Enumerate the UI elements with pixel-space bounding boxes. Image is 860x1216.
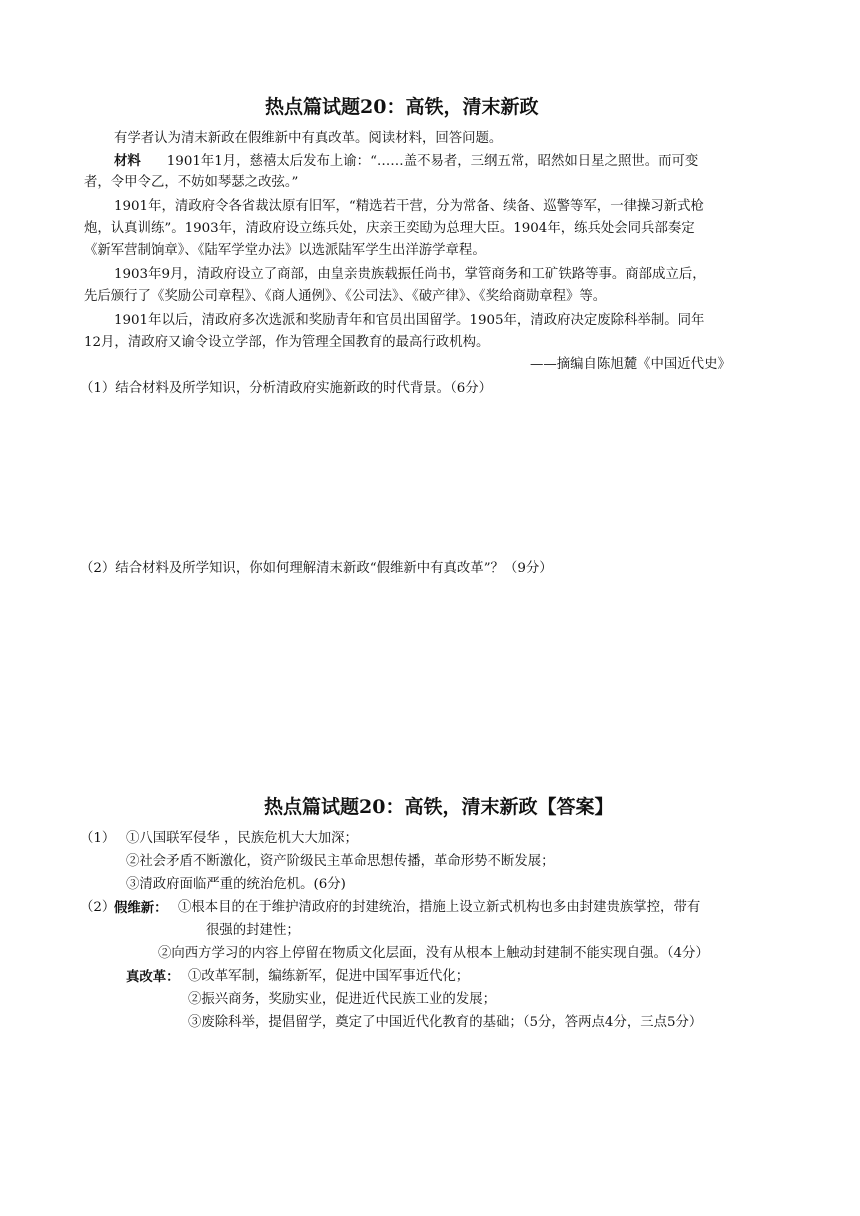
- real-reform-point-1: ①改革军制，编练新军，促进中国军事近代化；: [188, 969, 470, 984]
- fake-reform-point-1: ①根本目的在于维护清政府的封建统治，措施上设立新式机构也多由封建贵族掌控，带有: [178, 900, 701, 915]
- question-2: （2）结合材料及所学知识，你如何理解清末新政“假维新中有真改革”？（9分）: [80, 561, 553, 576]
- answer-1-point-3: ③清政府面临严重的统治危机。(6分): [126, 877, 346, 892]
- question-title: 热点篇试题20：高铁，清末新政: [265, 96, 539, 118]
- material-text: 1901年1月，慈禧太后发布上谕：“……盖不易者，三纲五常，昭然如日星之照世。而可变: [166, 154, 699, 169]
- real-reform-point-2: ②振兴商务，奖励实业，促进近代民族工业的发展；: [188, 992, 496, 1007]
- source-citation: ——摘编自陈旭麓《中国近代史》: [530, 357, 731, 372]
- fake-reform-label: 假维新：: [114, 900, 168, 916]
- material-paragraph-1-line-2: 者，令甲令乙，不妨如琴瑟之改弦。”: [84, 175, 299, 190]
- answer-1-point-2: ②社会矛盾不断激化，资产阶级民主革命思想传播，革命形势不断发展；: [126, 854, 555, 869]
- material-paragraph-2-line-3: 《新军营制饷章》、《陆军学堂办法》以选派陆军学生出洋游学章程。: [84, 243, 486, 258]
- fake-reform-point-1-cont: 很强的封建性；: [206, 923, 300, 938]
- question-1: （1）结合材料及所学知识，分析清政府实施新政的时代背景。（6分）: [80, 381, 493, 396]
- material-paragraph-2-line-1: 1901年，清政府令各省裁汰原有旧军，“精选若干营，分为常备、续备、巡警等军，一律操习新式枪: [114, 199, 704, 214]
- fake-reform-point-2: ②向西方学习的内容上停留在物质文化层面，没有从根本上触动封建制不能实现自强。（4分）: [158, 946, 709, 961]
- material-paragraph-4-line-2: 12月，清政府又谕令设立学部，作为管理全国教育的最高行政机构。: [84, 335, 490, 350]
- answer-1-num: （1）: [80, 831, 116, 846]
- answer-2-num: （2）: [80, 900, 116, 915]
- material-paragraph-2-line-2: 炮，认真训练”。1903年，清政府设立练兵处，庆亲王奕劻为总理大臣。1904年，练兵处会同兵部奏定: [84, 221, 695, 236]
- answer-1-point-1: ①八国联军侵华 ，民族危机大大加深；: [126, 831, 358, 846]
- real-reform-label: 真改革：: [126, 969, 180, 985]
- material-label: 材料: [114, 153, 141, 169]
- material-paragraph-3-line-1: 1903年9月，清政府设立了商部，由皇亲贵族载振任尚书，掌管商务和工矿铁路等事。商部成立后，: [114, 267, 706, 282]
- material-paragraph-3-line-2: 先后颁行了《奖励公司章程》、《商人通例》、《公司法》、《破产律》、《奖给商勋章程》等。: [84, 289, 607, 304]
- intro-text: 有学者认为清末新政在假维新中有真改革。阅读材料，回答问题。: [114, 131, 503, 146]
- material-paragraph-4-line-1: 1901年以后，清政府多次选派和奖励青年和官员出国留学。1905年，清政府决定废除科举制。同年: [114, 313, 705, 328]
- answer-title: 热点篇试题20：高铁，清末新政【答案】: [264, 796, 614, 818]
- material-paragraph-1-line-1: [114, 150, 698, 173]
- real-reform-point-3: ③废除科举，提倡留学，奠定了中国近代化教育的基础；（5分，答两点4分，三点5分）: [188, 1015, 703, 1030]
